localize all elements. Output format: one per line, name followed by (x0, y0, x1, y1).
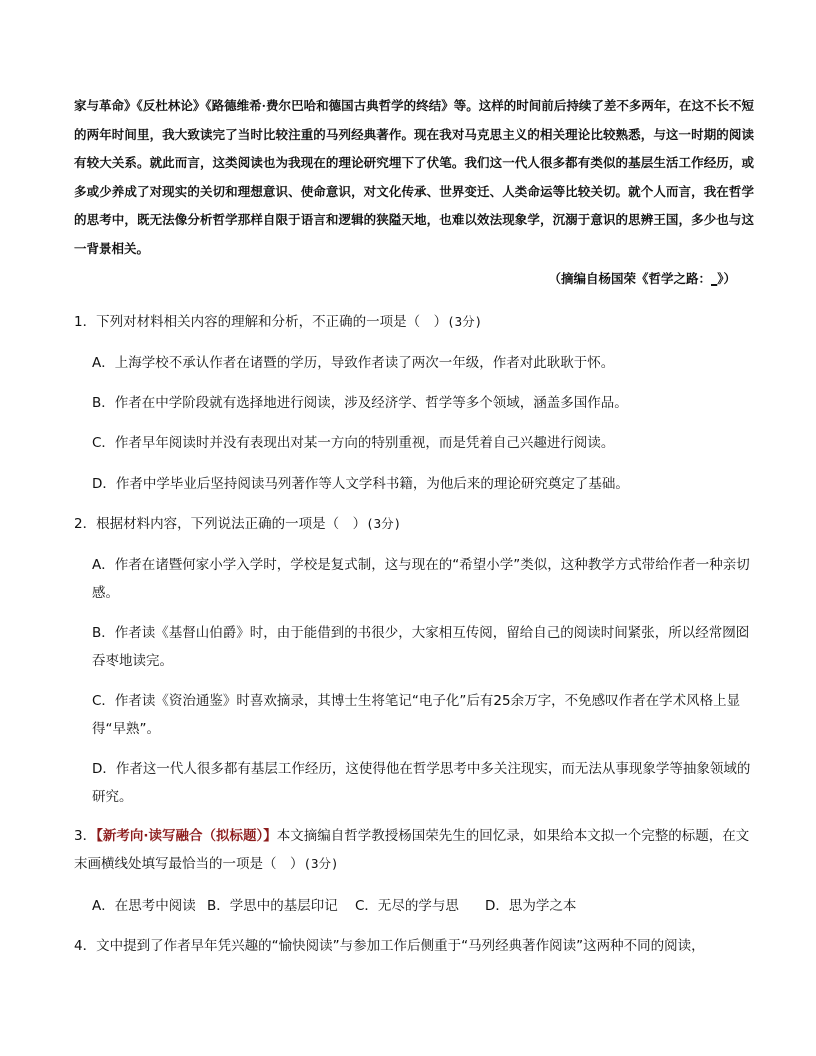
question-3-text: 本文摘编自哲学教授杨国荣先生的回忆录，如果给本文拟一个完整的标题，在文末画横线处填写最恰当的一项是（ ） (74, 828, 750, 872)
question-1-option-d: D．作者中学毕业后坚持阅读马列著作等人文学科书籍，为他后来的理论研究奠定了基础。 (92, 476, 629, 492)
question-3-score: (3分) (303, 856, 339, 871)
question-3-option-b: B．学思中的基层印记 (207, 898, 338, 914)
question-3-stem (74, 822, 760, 878)
question-3-option-d: D．思为学之本 (485, 898, 577, 914)
question-2-option-a: A．作者在诸暨何家小学入学时，学校是复式制，这与现在的“希望小学”类似，这种教学方式带给作者一种亲切感。 (92, 557, 750, 601)
question-1-text: 1．下列对材料相关内容的理解和分析，不正确的一项是（ ） (74, 314, 448, 330)
question-3-option-a: A．在思考中阅读 (92, 898, 196, 914)
reading-passage (74, 92, 754, 263)
question-3-tag: 【新考向·读写融合（拟标题）】 (96, 828, 277, 844)
question-1-option-a: A．上海学校不承认作者在诸暨的学历，导致作者读了两次一年级，作者对此耿耿于怀。 (92, 355, 615, 371)
question-2-option-b: B．作者读《基督山伯爵》时，由于能借到的书很少，大家相互传阅，留给自己的阅读时间紧张，所以经常囫囵吞枣地读完。 (92, 625, 750, 669)
source-prefix: （摘编自杨国荣《哲学之路： (548, 271, 711, 286)
question-2-stem (74, 510, 760, 538)
question-2-text: 2．根据材料内容，下列说法正确的一项是（ ） (74, 516, 367, 532)
source-suffix: 》） (717, 271, 736, 286)
passage-source (548, 269, 736, 287)
passage-paragraph: 家与革命》《反杜林论》《路德维希·费尔巴哈和德国古典哲学的终结》等。这样的时间前后持续了差不多两年，在这不长不短的两年时间里，我大致读完了当时比较注重的马列经典著作。现在我对马克思主义的相关理论比较熟悉，与这一时期的阅读有较大关系。就此而言，这类阅读也为我现在的理论研究埋下了伏笔。我们这一代人很多都有类似的基层生活工作经历，或多或少养成了对现实的关切和理想意识、使命意识，对文化传承、世界变迁、人类命运等比较关切。就个人而言，我在哲学的思考中，既无法像分析哲学那样自限于语言和逻辑的狭隘天地，也难以效法现象学，沉溺于意识的思辨王国，多少也与这一背景相关。 (74, 98, 754, 256)
title-blank: _ (710, 271, 718, 286)
question-2-option-c: C．作者读《资治通鉴》时喜欢摘录，其博士生将笔记“电子化”后有25余万字，不免感叹作者在学术风格上显得“早熟”。 (92, 693, 741, 737)
question-1-option-c: C．作者早年阅读时并没有表现出对某一方向的特别重视，而是凭着自己兴趣进行阅读。 (92, 435, 615, 451)
question-1-score: (3分) (447, 314, 483, 329)
question-3-option-c: C．无尽的学与思 (355, 898, 459, 914)
question-2-option-d: D．作者这一代人很多都有基层工作经历，这使得他在哲学思考中多关注现实，而无法从事现象学等抽象领域的研究。 (92, 761, 751, 805)
question-3-options (92, 892, 752, 920)
question-4-stem: 4．文中提到了作者早年凭兴趣的“愉快阅读”与参加工作后侧重于“马列经典著作阅读”这两种不同的阅读， (74, 938, 705, 954)
question-1-stem (74, 308, 760, 336)
question-1-option-b: B．作者在中学阶段就有选择地进行阅读，涉及经济学、哲学等多个领域，涵盖多国作品。 (92, 395, 628, 411)
question-3-number: 3． (74, 828, 97, 844)
question-2-score: (3分) (366, 516, 402, 531)
